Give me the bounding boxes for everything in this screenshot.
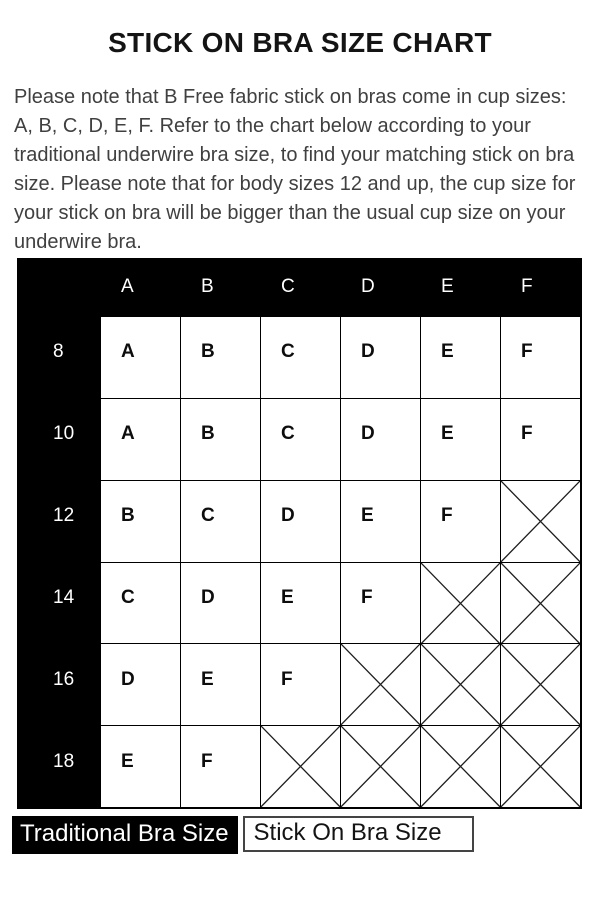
cell-letter: F xyxy=(521,341,533,363)
cell-letter: A xyxy=(121,341,135,363)
table-cell xyxy=(341,481,420,562)
column-header xyxy=(181,258,260,316)
cell-letter: F xyxy=(281,668,293,690)
legend-stick-on-text: Stick On Bra Size xyxy=(253,819,442,846)
column-header xyxy=(261,258,340,316)
table-cell xyxy=(341,317,420,398)
crossed-out-mark xyxy=(261,726,340,807)
crossed-out-mark xyxy=(341,644,420,725)
table-cell xyxy=(341,726,420,807)
table-cell xyxy=(421,726,500,807)
table-cell xyxy=(101,481,180,562)
row-label-text: 16 xyxy=(53,668,75,690)
table-cell xyxy=(501,399,580,480)
table-cell xyxy=(501,563,580,644)
column-header-label: C xyxy=(281,276,295,297)
crossed-out-mark xyxy=(501,563,580,644)
table-cell xyxy=(101,317,180,398)
table-cell xyxy=(101,726,180,807)
cell-letter: B xyxy=(201,341,215,363)
column-header-label: A xyxy=(121,276,134,297)
cell-letter: F xyxy=(201,750,213,772)
table-cell xyxy=(181,399,260,480)
table-cell xyxy=(501,481,580,562)
legend-stick-on-label xyxy=(243,816,474,852)
table-cell xyxy=(341,399,420,480)
legend-traditional-label xyxy=(12,816,238,854)
intro-line: underwire bra. xyxy=(14,231,142,253)
intro-line: size. Please note that for body sizes 12 and up, the cup size for xyxy=(14,173,576,195)
table-cell xyxy=(421,317,500,398)
row-label xyxy=(17,644,100,725)
intro-line: traditional underwire bra size, to find your matching stick on bra xyxy=(14,144,575,166)
table-cell xyxy=(181,317,260,398)
intro-line: your stick on bra will be bigger than the usual cup size on your xyxy=(14,202,566,224)
cell-letter: B xyxy=(121,505,135,527)
intro-line: Please note that B Free fabric stick on bras come in cup sizes: xyxy=(14,86,567,108)
cell-letter: D xyxy=(361,423,375,445)
cell-letter: F xyxy=(441,505,453,527)
row-label-text: 10 xyxy=(53,423,75,445)
cell-letter: B xyxy=(201,423,215,445)
crossed-out-mark xyxy=(421,644,500,725)
column-header xyxy=(101,258,180,316)
table-cell xyxy=(501,644,580,725)
cell-letter: E xyxy=(361,505,374,527)
table-cell xyxy=(261,399,340,480)
cell-letter: E xyxy=(201,668,214,690)
page-title: STICK ON BRA SIZE CHART xyxy=(108,27,492,58)
cell-letter: F xyxy=(521,423,533,445)
crossed-out-mark xyxy=(501,481,580,562)
table-cell xyxy=(181,481,260,562)
cell-letter: C xyxy=(281,341,295,363)
cell-letter: C xyxy=(201,505,215,527)
table-cell xyxy=(261,563,340,644)
corner-cell xyxy=(17,258,100,316)
table-cell xyxy=(421,399,500,480)
row-label xyxy=(17,399,100,480)
column-header-label: F xyxy=(521,276,533,297)
table-cell xyxy=(341,563,420,644)
cell-letter: D xyxy=(361,341,375,363)
table-cell xyxy=(421,481,500,562)
cell-letter: D xyxy=(281,505,295,527)
table-cell xyxy=(101,644,180,725)
table-cell xyxy=(181,726,260,807)
row-label-text: 18 xyxy=(53,750,75,772)
table-cell xyxy=(261,317,340,398)
table-cell xyxy=(501,317,580,398)
intro-line: A, B, C, D, E, F. Refer to the chart below according to your xyxy=(14,115,531,137)
legend xyxy=(12,816,600,854)
table-cell xyxy=(261,481,340,562)
cell-letter: E xyxy=(441,341,454,363)
cell-letter: E xyxy=(121,750,134,772)
cell-letter: A xyxy=(121,423,135,445)
crossed-out-mark xyxy=(341,726,420,807)
table-cell xyxy=(181,563,260,644)
row-label xyxy=(17,317,100,398)
cell-letter: C xyxy=(121,586,135,608)
crossed-out-mark xyxy=(501,644,580,725)
table-cell xyxy=(181,644,260,725)
cell-letter: D xyxy=(201,586,215,608)
crossed-out-mark xyxy=(501,726,580,807)
row-label xyxy=(17,726,100,807)
column-header-label: D xyxy=(361,276,375,297)
row-label-text: 14 xyxy=(53,586,75,608)
table-cell xyxy=(421,644,500,725)
column-header-label: B xyxy=(201,276,214,297)
cell-letter: E xyxy=(441,423,454,445)
column-header-label: E xyxy=(441,276,454,297)
row-label xyxy=(17,563,100,644)
table-cell xyxy=(261,726,340,807)
cell-letter: D xyxy=(121,668,135,690)
legend-traditional-text: Traditional Bra Size xyxy=(20,820,229,847)
column-header xyxy=(421,258,500,316)
row-label xyxy=(17,481,100,562)
table-cell xyxy=(501,726,580,807)
crossed-out-mark xyxy=(421,726,500,807)
column-header xyxy=(501,258,580,316)
table-cell xyxy=(261,644,340,725)
size-chart-table xyxy=(17,258,582,809)
intro-paragraph xyxy=(14,83,600,257)
table-cell xyxy=(101,399,180,480)
table-cell xyxy=(101,563,180,644)
row-label-text: 12 xyxy=(53,505,75,527)
table-cell xyxy=(341,644,420,725)
cell-letter: F xyxy=(361,586,373,608)
table-cell xyxy=(421,563,500,644)
row-label-text: 8 xyxy=(53,341,64,363)
crossed-out-mark xyxy=(421,563,500,644)
column-header xyxy=(341,258,420,316)
cell-letter: C xyxy=(281,423,295,445)
cell-letter: E xyxy=(281,586,294,608)
